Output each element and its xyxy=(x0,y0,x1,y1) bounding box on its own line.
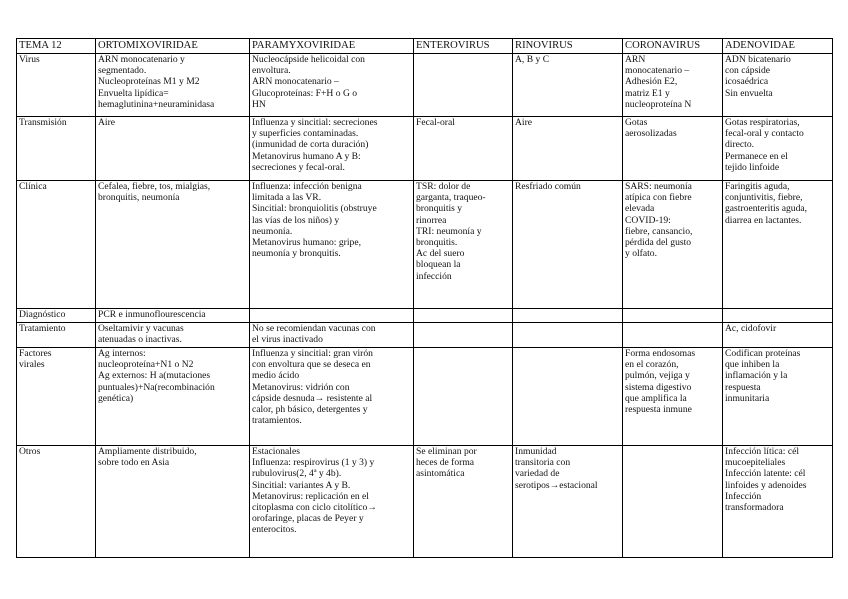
row-label: Clínica xyxy=(17,181,96,309)
table-cell: PCR e inmunoflourescencia xyxy=(96,309,250,323)
column-header: ADENOVIDAE xyxy=(723,39,833,54)
table-cell: Nucleocápside helicoidal con envoltura. ARN monocatenario – Glucoproteínas: F+H o G o HN xyxy=(250,54,414,117)
column-header: TEMA 12 xyxy=(17,39,96,54)
table-cell xyxy=(623,323,723,348)
row-label: Virus xyxy=(17,54,96,117)
table-row xyxy=(17,323,833,348)
table-cell xyxy=(414,54,513,117)
virus-comparison-table xyxy=(16,38,833,558)
table-cell xyxy=(723,309,833,323)
row-label: Factores virales xyxy=(17,348,96,446)
table-row xyxy=(17,309,833,323)
table-row xyxy=(17,117,833,181)
table-cell: Ac, cidofovir xyxy=(723,323,833,348)
column-header: ORTOMIXOVIRIDAE xyxy=(96,39,250,54)
header-row xyxy=(17,39,833,54)
table-cell: Se eliminan por heces de forma asintomática xyxy=(414,446,513,558)
table-cell xyxy=(414,348,513,446)
table-cell: Cefalea, fiebre, tos, mialgias, bronquitis, neumonía xyxy=(96,181,250,309)
table-cell xyxy=(414,323,513,348)
table-cell: Aire xyxy=(96,117,250,181)
table-cell: TSR: dolor de garganta, traqueo- bronquitis y rinorrea TRI: neumonía y bronquitis. Ac del suero bloquean la infección xyxy=(414,181,513,309)
table-cell: Inmunidad transitoria con variedad de serotipos→estacional xyxy=(513,446,623,558)
table-cell: Forma endosomas en el corazón, pulmón, vejiga y sistema digestivo que amplifica la respuesta inmune xyxy=(623,348,723,446)
row-label: Tratamiento xyxy=(17,323,96,348)
table-cell: Influenza: infección benigna limitada a las VR. Sincitial: bronquiolitis (obstruye las vías de los niños) y neumonía. Metanovirus humano: gripe, neumonía y bronquitis. xyxy=(250,181,414,309)
table-cell: ARN monocatenario – Adhesión E2, matriz E1 y nucleoproteína N xyxy=(623,54,723,117)
table-cell: ADN bicatenario con cápside icosaédrica Sin envuelta xyxy=(723,54,833,117)
table-cell xyxy=(623,309,723,323)
table-cell: Infección lítica: cél mucoepiteliales Infección latente: cél linfoides y adenoides Infección transformadora xyxy=(723,446,833,558)
table-cell: No se recomiendan vacunas con el virus inactivado xyxy=(250,323,414,348)
table-cell xyxy=(513,309,623,323)
table-cell: Codifican proteínas que inhiben la inflamación y la respuesta inmunitaria xyxy=(723,348,833,446)
column-header: CORONAVIRUS xyxy=(623,39,723,54)
column-header: PARAMYXOVIRIDAE xyxy=(250,39,414,54)
table-cell: Gotas aerosolizadas xyxy=(623,117,723,181)
table-cell xyxy=(250,309,414,323)
table-row xyxy=(17,348,833,446)
table-cell: Gotas respiratorias, fecal-oral y contacto directo. Permanece en el tejido linfoide xyxy=(723,117,833,181)
table-cell: Influenza y sincitial: gran virón con envoltura que se deseca en medio ácido Metanovirus: vidrión con cápside desnuda→ resistente al calor, ph básico, detergentes y tratamientos. xyxy=(250,348,414,446)
table-row xyxy=(17,446,833,558)
column-header: ENTEROVIRUS xyxy=(414,39,513,54)
column-header: RINOVIRUS xyxy=(513,39,623,54)
table-cell xyxy=(513,323,623,348)
table-cell xyxy=(414,309,513,323)
table-cell: Estacionales Influenza: respirovirus (1 y 3) y rubulovirus(2, 4ª y 4b). Sincitial: variantes A y B. Metanovirus: replicación en el citoplasma con ciclo citolítico→ orofaringe, placas de Peyer y enterocitos. xyxy=(250,446,414,558)
table-cell: Resfriado común xyxy=(513,181,623,309)
table-cell: ARN monocatenario y segmentado. Nucleoproteínas M1 y M2 Envuelta lipídica= hemaglutinina+neuraminidasa xyxy=(96,54,250,117)
table-cell: Aire xyxy=(513,117,623,181)
table-cell: A, B y C xyxy=(513,54,623,117)
table-cell: Ampliamente distribuido, sobre todo en Asia xyxy=(96,446,250,558)
table-cell: Influenza y sincitial: secreciones y superficies contaminadas. (inmunidad de corta duración) Metanovirus humano A y B: secreciones y fecal-oral. xyxy=(250,117,414,181)
table-cell xyxy=(513,348,623,446)
row-label: Transmisión xyxy=(17,117,96,181)
table-cell: SARS: neumonía atípica con fiebre elevada COVID-19: fiebre, cansancio, pérdida del gusto y olfato. xyxy=(623,181,723,309)
table-cell: Faringitis aguda, conjuntivitis, fiebre, gastroenteritis aguda, diarrea en lactantes. xyxy=(723,181,833,309)
table-cell: Fecal-oral xyxy=(414,117,513,181)
row-label: Otros xyxy=(17,446,96,558)
table-cell: Ag internos: nucleoproteína+N1 o N2 Ag externos: H a(mutaciones puntuales)+Na(recombinación genética) xyxy=(96,348,250,446)
table-cell: Oseltamivir y vacunas atenuadas o inactivas. xyxy=(96,323,250,348)
table-row xyxy=(17,181,833,309)
table-cell xyxy=(623,446,723,558)
table-row xyxy=(17,54,833,117)
row-label: Diagnóstico xyxy=(17,309,96,323)
